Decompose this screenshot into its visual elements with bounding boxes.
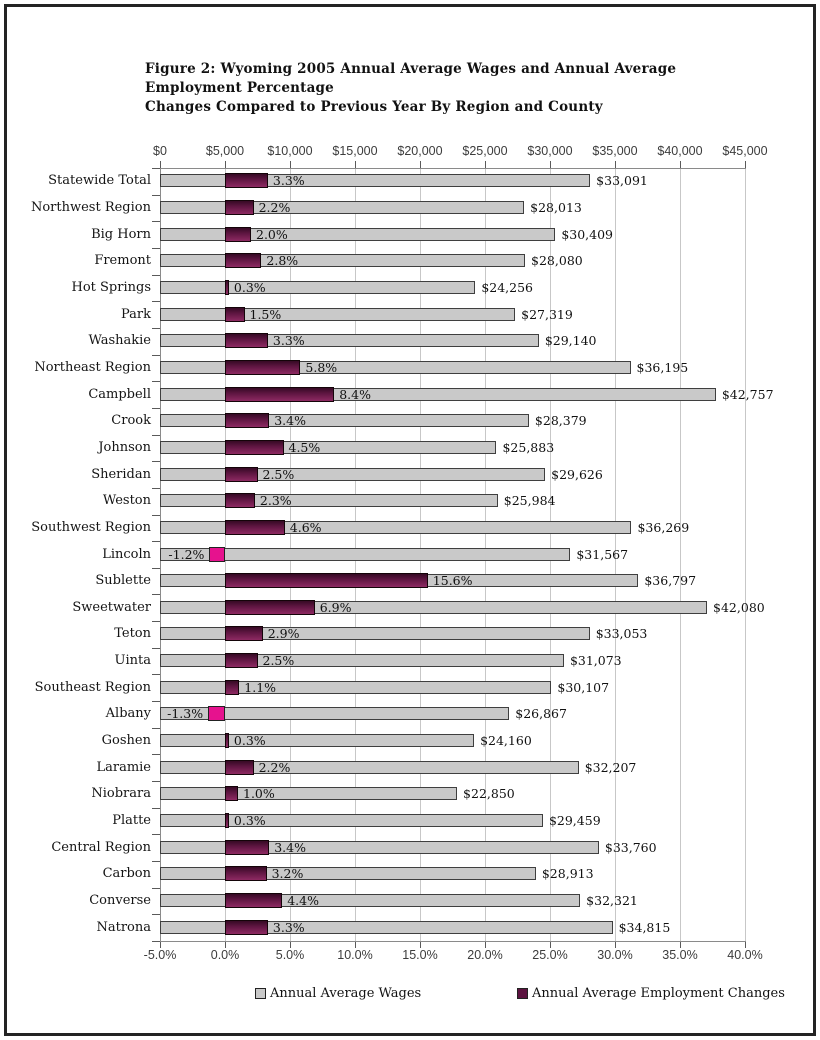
percent-label: 5.8% bbox=[305, 359, 338, 375]
employment-change-bar bbox=[225, 573, 428, 588]
category-label: Campbell bbox=[88, 386, 151, 402]
employment-change-bar bbox=[209, 547, 225, 562]
wage-bar bbox=[160, 201, 524, 214]
wage-bar bbox=[160, 228, 555, 241]
wage-label: $42,757 bbox=[721, 386, 774, 402]
percent-label: -1.3% bbox=[167, 706, 204, 722]
wage-label: $22,850 bbox=[463, 786, 515, 802]
percent-axis-tick-label: 20.0% bbox=[467, 948, 503, 962]
category-axis-tick bbox=[152, 168, 160, 169]
figure-title-line2: Changes Compared to Previous Year By Region and County bbox=[145, 99, 603, 115]
employment-change-bar bbox=[225, 253, 261, 268]
category-axis-tick bbox=[152, 195, 160, 196]
percent-label: 4.4% bbox=[287, 893, 319, 909]
category-axis-tick bbox=[152, 221, 160, 222]
wage-bar bbox=[160, 787, 457, 800]
wage-label: $26,867 bbox=[515, 706, 567, 722]
percent-label: 0.3% bbox=[233, 813, 266, 829]
percent-axis-tick-label: -5.0% bbox=[143, 948, 177, 962]
legend-item-wages bbox=[255, 986, 421, 1001]
dollar-axis-tick-label: $30,000 bbox=[527, 144, 573, 158]
bottom-axis-tick bbox=[550, 941, 551, 948]
category-axis-tick bbox=[152, 355, 160, 356]
category-axis-tick bbox=[152, 381, 160, 382]
employment-change-bar bbox=[225, 227, 251, 242]
wage-bar bbox=[160, 761, 579, 774]
category-label: Carbon bbox=[102, 866, 151, 882]
wage-bar bbox=[160, 734, 474, 747]
bottom-axis-tick bbox=[485, 941, 486, 948]
employment-change-bar bbox=[225, 813, 229, 828]
category-axis-tick bbox=[152, 594, 160, 595]
percent-label: -1.2% bbox=[168, 546, 205, 562]
wage-label: $32,321 bbox=[586, 893, 638, 909]
percent-label: 3.2% bbox=[271, 866, 304, 882]
wage-label: $30,409 bbox=[561, 226, 614, 242]
wage-label: $33,053 bbox=[595, 626, 648, 642]
category-axis-tick bbox=[152, 781, 160, 782]
employment-change-bar bbox=[225, 920, 268, 935]
percent-label: 4.6% bbox=[289, 519, 322, 535]
employment-change-bar bbox=[225, 467, 258, 482]
percent-label: 0.3% bbox=[233, 733, 266, 749]
percent-axis-tick-label: 15.0% bbox=[402, 948, 438, 962]
employment-change-bar bbox=[225, 440, 284, 455]
category-axis-tick bbox=[152, 461, 160, 462]
employment-change-bar bbox=[225, 280, 229, 295]
percent-label: 3.4% bbox=[274, 413, 306, 429]
top-axis-tick bbox=[550, 161, 551, 168]
category-label: Central Region bbox=[51, 839, 151, 855]
category-label: Big Horn bbox=[91, 226, 151, 242]
gridline bbox=[680, 168, 681, 941]
wage-label: $24,160 bbox=[480, 733, 532, 749]
percent-label: 15.6% bbox=[432, 573, 473, 589]
percent-label: 3.4% bbox=[274, 839, 306, 855]
category-label: Sweetwater bbox=[72, 599, 151, 615]
category-axis-tick bbox=[152, 941, 160, 942]
dollar-axis-tick-label: $10,000 bbox=[267, 144, 313, 158]
category-axis-tick bbox=[152, 568, 160, 569]
bottom-axis-tick bbox=[355, 941, 356, 948]
wage-label: $29,459 bbox=[548, 813, 601, 829]
percent-label: 1.5% bbox=[249, 306, 282, 322]
percent-axis-tick-label: 30.0% bbox=[597, 948, 633, 962]
category-label: Southwest Region bbox=[31, 519, 151, 535]
percent-axis-tick-label: 0.0% bbox=[210, 948, 240, 962]
wage-label: $33,091 bbox=[596, 173, 648, 189]
wage-label: $24,256 bbox=[481, 279, 534, 295]
percent-label: 2.2% bbox=[258, 199, 291, 215]
wage-bar bbox=[160, 814, 543, 827]
category-axis-tick bbox=[152, 674, 160, 675]
employment-change-bar bbox=[225, 413, 269, 428]
employment-change-bar bbox=[225, 840, 269, 855]
category-axis-tick bbox=[152, 834, 160, 835]
top-axis-tick bbox=[420, 161, 421, 168]
category-axis-tick bbox=[152, 328, 160, 329]
category-label: Converse bbox=[89, 893, 151, 909]
category-axis-tick bbox=[152, 861, 160, 862]
category-label: Sheridan bbox=[91, 466, 151, 482]
wage-label: $28,379 bbox=[534, 413, 587, 429]
category-label: Park bbox=[120, 306, 151, 322]
employment-change-bar bbox=[225, 680, 239, 695]
percent-label: 3.3% bbox=[272, 173, 305, 189]
employment-change-bar bbox=[225, 600, 315, 615]
employment-change-bar bbox=[225, 200, 254, 215]
category-label: Northwest Region bbox=[30, 199, 151, 215]
category-label: Platte bbox=[112, 813, 151, 829]
percent-label: 2.3% bbox=[259, 493, 292, 509]
category-label: Fremont bbox=[94, 253, 151, 269]
category-axis-tick bbox=[152, 515, 160, 516]
category-label: Johnson bbox=[98, 439, 151, 455]
wage-label: $32,207 bbox=[584, 759, 637, 775]
legend-swatch-employment bbox=[517, 988, 528, 999]
percent-axis-tick-label: 40.0% bbox=[727, 948, 763, 962]
category-label: Goshen bbox=[101, 733, 151, 749]
dollar-axis-tick-label: $20,000 bbox=[397, 144, 443, 158]
wage-label: $25,883 bbox=[502, 439, 555, 455]
wage-bar bbox=[160, 281, 475, 294]
employment-change-bar bbox=[225, 866, 267, 881]
top-axis-tick bbox=[355, 161, 356, 168]
employment-change-bar bbox=[225, 173, 268, 188]
percent-axis-tick-label: 35.0% bbox=[662, 948, 698, 962]
dollar-axis-tick-label: $35,000 bbox=[592, 144, 638, 158]
employment-change-bar bbox=[225, 653, 258, 668]
bottom-axis-line bbox=[160, 941, 746, 942]
top-axis-tick bbox=[615, 161, 616, 168]
wage-label: $28,013 bbox=[530, 199, 582, 215]
wage-label: $36,269 bbox=[637, 519, 690, 535]
wage-bar bbox=[160, 494, 498, 507]
category-axis-tick bbox=[152, 248, 160, 249]
wage-label: $33,760 bbox=[604, 839, 657, 855]
category-label: Uinta bbox=[114, 653, 151, 669]
category-label: Statewide Total bbox=[48, 173, 151, 189]
wage-label: $28,080 bbox=[531, 253, 583, 269]
category-label: Crook bbox=[111, 413, 151, 429]
category-axis-tick bbox=[152, 914, 160, 915]
percent-axis-tick-label: 5.0% bbox=[275, 948, 305, 962]
category-label: Sublette bbox=[95, 573, 151, 589]
gridline bbox=[745, 168, 746, 941]
category-axis-tick bbox=[152, 435, 160, 436]
category-label: Weston bbox=[102, 493, 151, 509]
percent-label: 2.0% bbox=[256, 226, 288, 242]
wage-label: $25,984 bbox=[503, 493, 556, 509]
category-label: Northeast Region bbox=[34, 359, 151, 375]
category-axis-tick bbox=[152, 728, 160, 729]
category-label: Hot Springs bbox=[71, 279, 151, 295]
employment-change-bar bbox=[225, 786, 238, 801]
employment-change-bar bbox=[225, 733, 229, 748]
category-axis-tick bbox=[152, 701, 160, 702]
wage-bar bbox=[160, 681, 551, 694]
top-axis-tick bbox=[745, 161, 746, 168]
percent-axis-tick-label: 10.0% bbox=[337, 948, 373, 962]
dollar-axis-tick-label: $40,000 bbox=[657, 144, 703, 158]
employment-change-bar bbox=[208, 706, 225, 721]
percent-label: 4.5% bbox=[288, 439, 321, 455]
legend-label-employment: Annual Average Employment Changes bbox=[532, 986, 785, 1001]
percent-label: 1.1% bbox=[244, 679, 277, 695]
category-axis-tick bbox=[152, 541, 160, 542]
wage-label: $36,797 bbox=[644, 573, 697, 589]
category-axis-tick bbox=[152, 808, 160, 809]
dollar-axis-tick-label: $25,000 bbox=[462, 144, 508, 158]
bottom-axis-tick bbox=[420, 941, 421, 948]
category-label: Natrona bbox=[96, 919, 151, 935]
category-label: Teton bbox=[114, 626, 151, 642]
employment-change-bar bbox=[225, 307, 245, 322]
legend-swatch-wages bbox=[255, 988, 266, 999]
wage-label: $27,319 bbox=[521, 306, 573, 322]
percent-label: 6.9% bbox=[319, 599, 352, 615]
category-axis-tick bbox=[152, 648, 160, 649]
category-axis-tick bbox=[152, 275, 160, 276]
percent-label: 8.4% bbox=[339, 386, 371, 402]
category-axis-tick bbox=[152, 488, 160, 489]
wage-bar bbox=[160, 414, 529, 427]
category-label: Southeast Region bbox=[34, 679, 151, 695]
bottom-axis-tick bbox=[680, 941, 681, 948]
employment-change-bar bbox=[225, 520, 285, 535]
bottom-axis-tick bbox=[160, 941, 161, 948]
top-axis-tick bbox=[225, 161, 226, 168]
bottom-axis-tick bbox=[745, 941, 746, 948]
employment-change-bar bbox=[225, 760, 254, 775]
percent-label: 3.3% bbox=[272, 919, 305, 935]
percent-label: 3.3% bbox=[272, 333, 305, 349]
percent-label: 2.5% bbox=[262, 653, 295, 669]
category-axis-tick bbox=[152, 888, 160, 889]
employment-change-bar bbox=[225, 893, 282, 908]
bottom-axis-tick bbox=[615, 941, 616, 948]
category-label: Niobrara bbox=[91, 786, 151, 802]
category-axis-tick bbox=[152, 408, 160, 409]
bottom-axis-tick bbox=[225, 941, 226, 948]
percent-label: 2.5% bbox=[262, 466, 295, 482]
wage-bar bbox=[160, 441, 496, 454]
employment-change-bar bbox=[225, 333, 268, 348]
dollar-axis-tick-label: $0 bbox=[153, 144, 167, 158]
legend-label-wages: Annual Average Wages bbox=[270, 986, 422, 1001]
category-label: Albany bbox=[105, 706, 151, 722]
figure-title-line1: Figure 2: Wyoming 2005 Annual Average Wages and Annual Average Employment Percentage bbox=[145, 61, 677, 96]
wage-bar bbox=[160, 867, 536, 880]
percent-label: 2.2% bbox=[258, 759, 291, 775]
employment-change-bar bbox=[225, 387, 334, 402]
wage-bar bbox=[160, 308, 515, 321]
category-axis-tick bbox=[152, 621, 160, 622]
dollar-axis-tick-label: $15,000 bbox=[332, 144, 378, 158]
employment-change-bar bbox=[225, 626, 263, 641]
percent-label: 1.0% bbox=[243, 786, 275, 802]
top-axis-tick bbox=[160, 161, 161, 168]
wage-label: $42,080 bbox=[713, 599, 765, 615]
top-axis-tick bbox=[680, 161, 681, 168]
legend-item-employment bbox=[517, 986, 785, 1001]
percent-label: 2.9% bbox=[267, 626, 300, 642]
category-label: Laramie bbox=[96, 759, 151, 775]
wage-bar bbox=[160, 334, 539, 347]
category-label: Washakie bbox=[88, 333, 151, 349]
category-label: Lincoln bbox=[102, 546, 151, 562]
wage-label: $36,195 bbox=[636, 359, 689, 375]
wage-bar bbox=[160, 894, 580, 907]
wage-bar bbox=[160, 654, 564, 667]
wage-label: $30,107 bbox=[557, 679, 610, 695]
wage-label: $31,073 bbox=[569, 653, 622, 669]
top-axis-tick bbox=[290, 161, 291, 168]
top-axis-tick bbox=[485, 161, 486, 168]
wage-bar bbox=[160, 254, 525, 267]
wage-label: $34,815 bbox=[618, 919, 671, 935]
employment-change-bar bbox=[225, 493, 255, 508]
wage-label: $31,567 bbox=[576, 546, 629, 562]
wage-label: $28,913 bbox=[541, 866, 594, 882]
percent-label: 2.8% bbox=[266, 253, 299, 269]
percent-axis-tick-label: 25.0% bbox=[532, 948, 568, 962]
wage-label: $29,626 bbox=[551, 466, 603, 482]
dollar-axis-tick-label: $45,000 bbox=[722, 144, 768, 158]
employment-change-bar bbox=[225, 360, 300, 375]
dollar-axis-tick-label: $5,000 bbox=[205, 144, 245, 158]
top-axis-line bbox=[160, 168, 746, 169]
category-axis-tick bbox=[152, 301, 160, 302]
wage-bar bbox=[160, 468, 545, 481]
percent-label: 0.3% bbox=[233, 279, 266, 295]
bottom-axis-tick bbox=[290, 941, 291, 948]
wage-label: $29,140 bbox=[544, 333, 597, 349]
category-axis-tick bbox=[152, 754, 160, 755]
